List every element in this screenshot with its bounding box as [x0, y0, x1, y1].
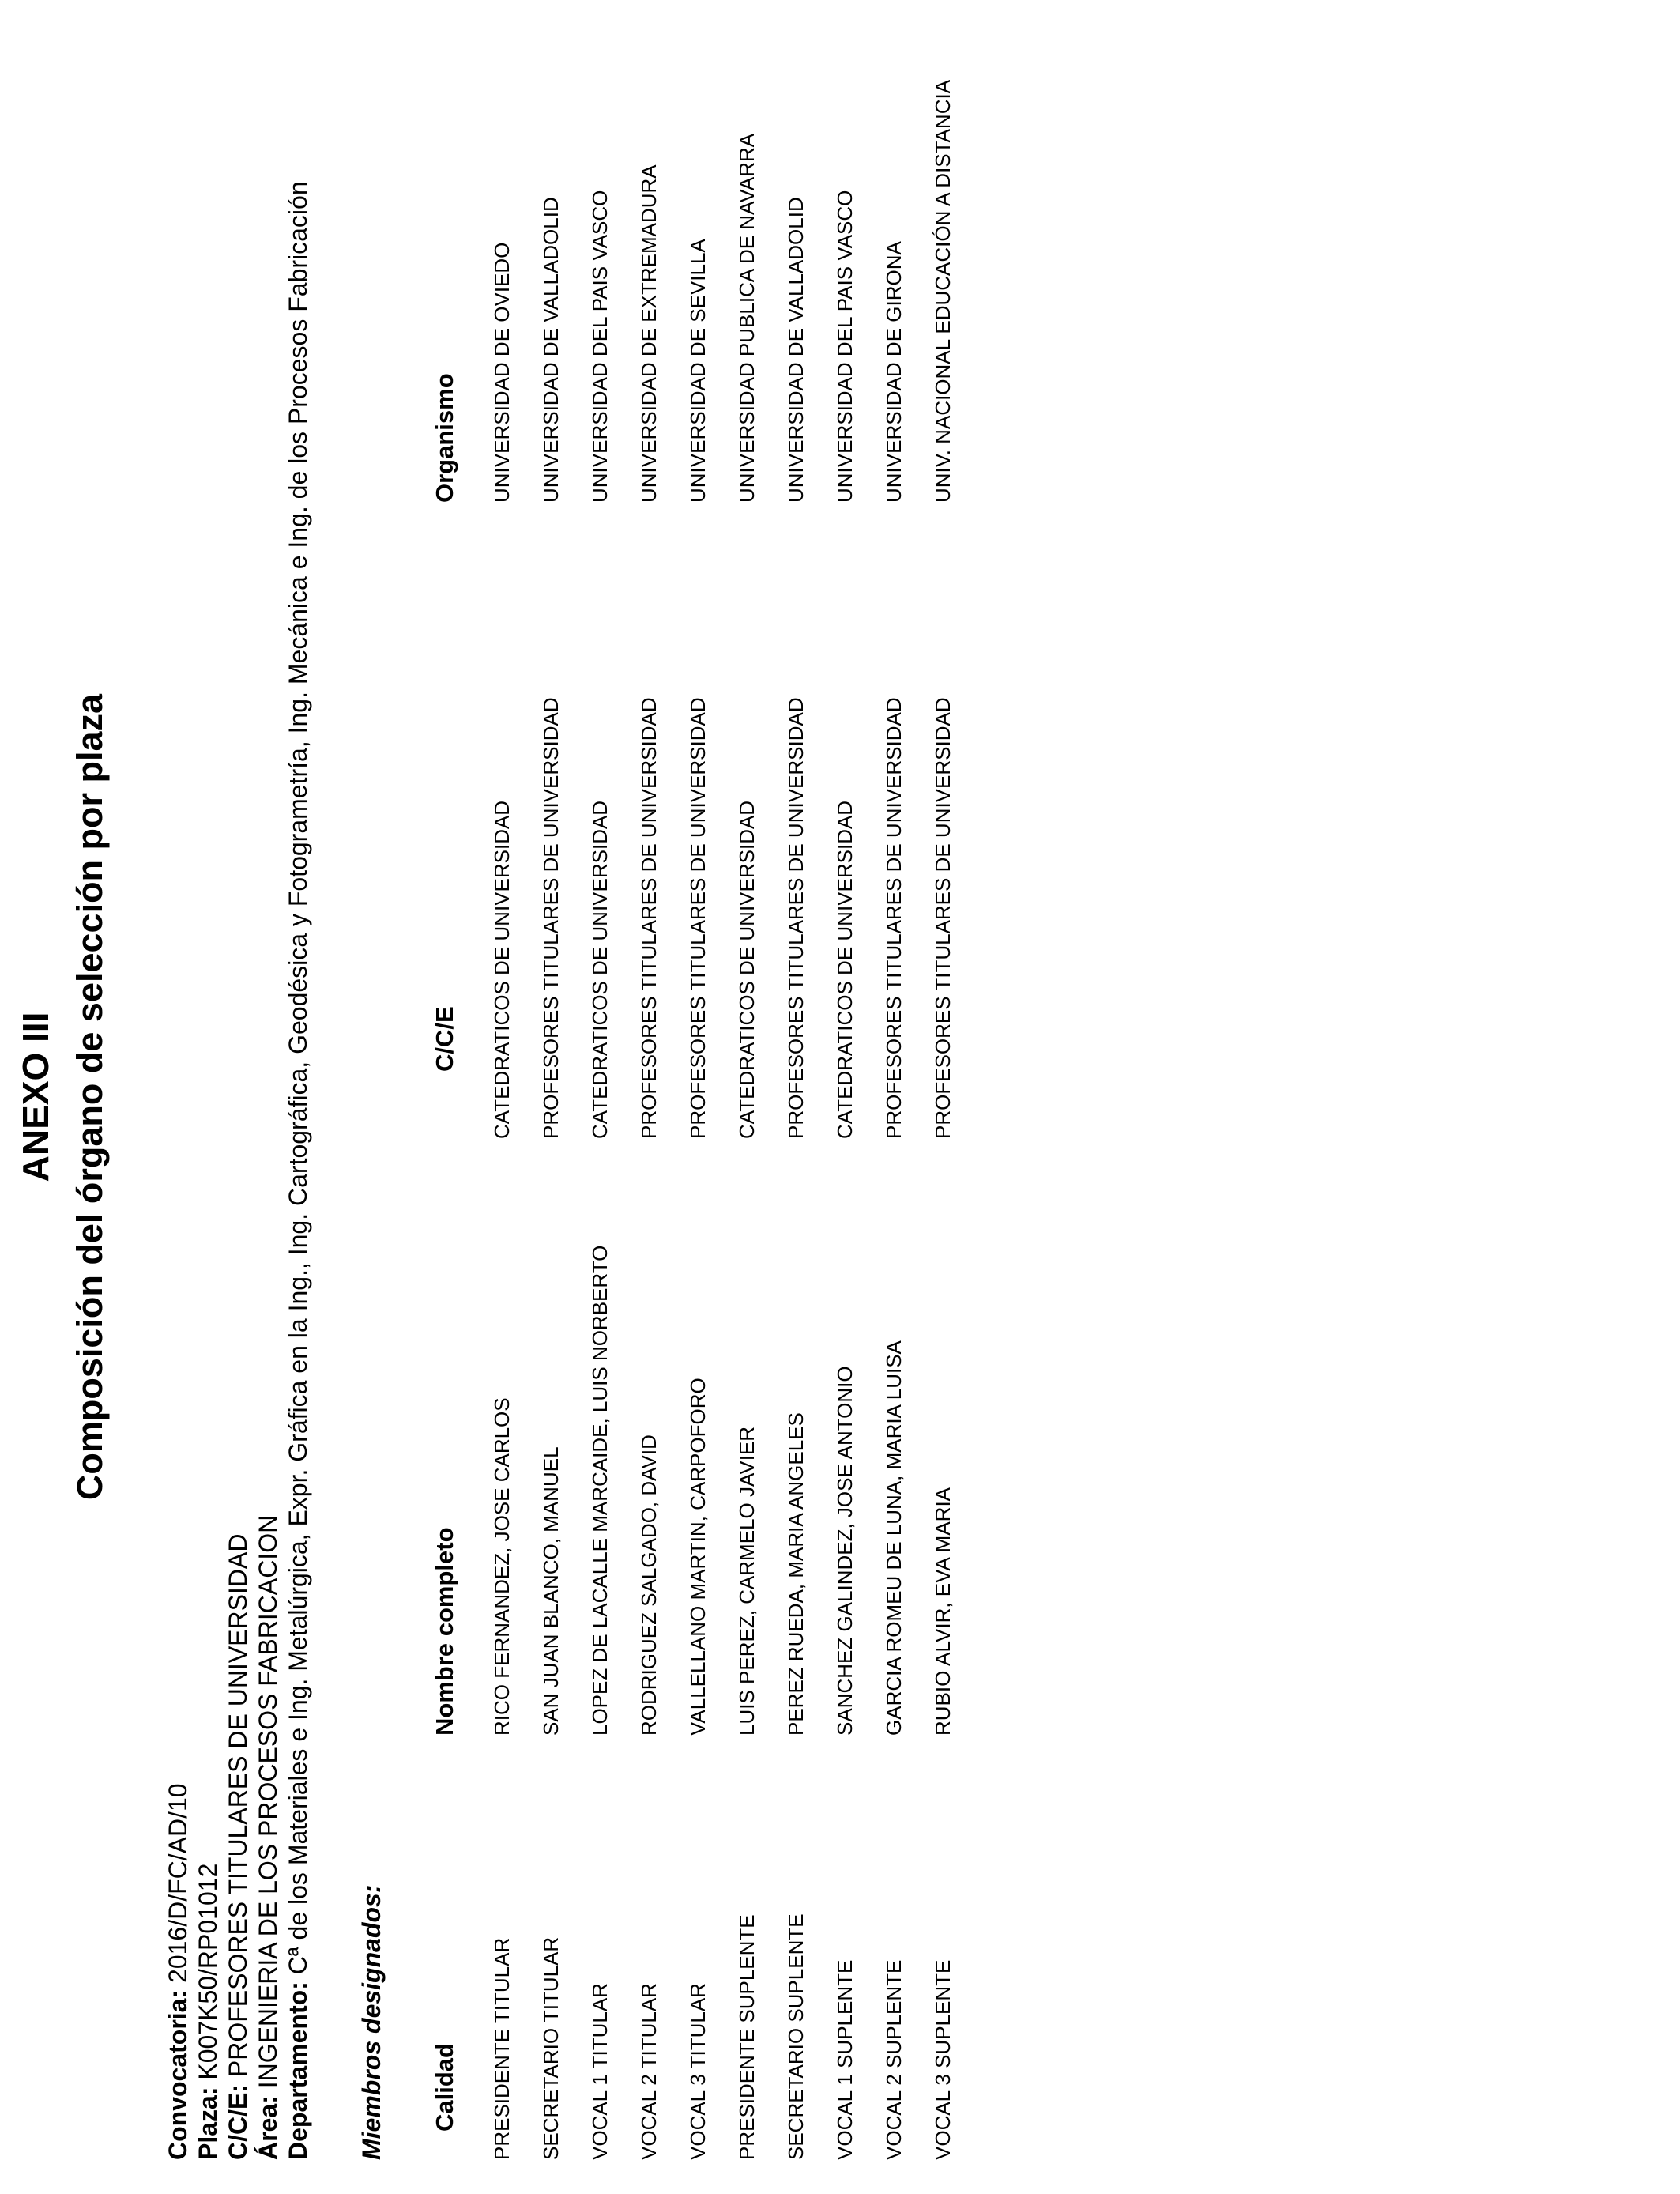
info-value: Cª de los Materiales e Ing. Metalúrgica, Expr. Gráfica en la Ing., Ing. Cartográfica, Geodésica y Fotogrametría, Ing. Mecánica e Ing. de los Procesos Fabricación	[284, 181, 312, 1982]
info-label: Convocatoria:	[164, 1989, 192, 2160]
table-row	[732, 0, 781, 2194]
info-departamento	[283, 181, 313, 2160]
cell-calidad: PRESIDENTE SUPLENTE	[735, 1914, 759, 2160]
cell-organismo: UNIVERSIDAD PUBLICA DE NAVARRA	[735, 133, 759, 503]
info-area	[253, 181, 283, 2160]
cell-calidad: VOCAL 1 TITULAR	[588, 1983, 612, 2160]
cell-nombre: LOPEZ DE LACALLE MARCAIDE, LUIS NORBERTO	[588, 1245, 612, 1736]
table-row	[536, 0, 585, 2194]
cell-calidad: VOCAL 2 TITULAR	[637, 1983, 661, 2160]
cell-nombre: SAN JUAN BLANCO, MANUEL	[539, 1446, 563, 1736]
cell-cce: CATEDRATICOS DE UNIVERSIDAD	[588, 800, 612, 1139]
info-cce	[223, 181, 253, 2160]
cell-cce: CATEDRATICOS DE UNIVERSIDAD	[833, 800, 857, 1139]
cell-calidad: VOCAL 2 SUPLENTE	[882, 1959, 906, 2160]
column-header-organismo: Organismo	[431, 373, 458, 503]
column-header-cce: C/C/E	[431, 1006, 458, 1072]
column-header-nombre: Nombre completo	[431, 1527, 458, 1736]
cell-nombre: RODRIGUEZ SALGADO, DAVID	[637, 1434, 661, 1736]
cell-calidad: VOCAL 3 TITULAR	[686, 1983, 710, 2160]
cell-calidad: SECRETARIO TITULAR	[539, 1936, 563, 2160]
cell-nombre: SANCHEZ GALINDEZ, JOSE ANTONIO	[833, 1366, 857, 1736]
cell-calidad: PRESIDENTE TITULAR	[490, 1937, 514, 2160]
info-value: INGENIERIA DE LOS PROCESOS FABRICACION	[254, 1514, 282, 2096]
info-label: Área:	[254, 2095, 282, 2160]
cell-organismo: UNIVERSIDAD DE EXTREMADURA	[637, 164, 661, 503]
info-convocatoria	[163, 181, 193, 2160]
cell-organismo: UNIVERSIDAD DE SEVILLA	[686, 239, 710, 503]
info-value: PROFESORES TITULARES DE UNIVERSIDAD	[224, 1533, 252, 2084]
cell-organismo: UNIVERSIDAD DEL PAIS VASCO	[833, 190, 857, 503]
cell-calidad: SECRETARIO SUPLENTE	[784, 1913, 808, 2160]
cell-cce: CATEDRATICOS DE UNIVERSIDAD	[735, 800, 759, 1139]
cell-organismo: UNIVERSIDAD DE VALLADOLID	[784, 197, 808, 503]
info-value: 2016/D/FC/AD/10	[164, 1783, 192, 1990]
cell-organismo: UNIVERSIDAD DE OVIEDO	[490, 242, 514, 503]
info-label: Departamento:	[284, 1981, 312, 2160]
table-row	[879, 0, 928, 2194]
info-value: K007K50/RP01012	[194, 1863, 222, 2087]
cell-organismo: UNIVERSIDAD DEL PAIS VASCO	[588, 190, 612, 503]
cell-cce: PROFESORES TITULARES DE UNIVERSIDAD	[784, 697, 808, 1139]
table-row	[830, 0, 879, 2194]
cell-nombre: VALLELLANO MARTIN, CARPOFORO	[686, 1378, 710, 1736]
cell-cce: PROFESORES TITULARES DE UNIVERSIDAD	[882, 697, 906, 1139]
table-row	[585, 0, 634, 2194]
table-row	[928, 0, 977, 2194]
cell-nombre: GARCIA ROMEU DE LUNA, MARIA LUISA	[882, 1340, 906, 1736]
column-header-calidad: Calidad	[431, 2043, 458, 2132]
table-row	[634, 0, 683, 2194]
cell-calidad: VOCAL 3 SUPLENTE	[931, 1959, 955, 2160]
cell-nombre: PEREZ RUEDA, MARIA ANGELES	[784, 1412, 808, 1736]
document-title: ANEXO III	[15, 1012, 56, 1182]
document-subtitle: Composición del órgano de selección por plaza	[70, 693, 110, 1501]
table-row	[487, 0, 536, 2194]
members-table-body	[487, 0, 977, 2194]
cell-organismo: UNIVERSIDAD DE VALLADOLID	[539, 197, 563, 503]
plaza-info-block	[163, 181, 313, 2160]
cell-cce: CATEDRATICOS DE UNIVERSIDAD	[490, 800, 514, 1139]
cell-cce: PROFESORES TITULARES DE UNIVERSIDAD	[637, 697, 661, 1139]
cell-calidad: VOCAL 1 SUPLENTE	[833, 1959, 857, 2160]
cell-nombre: RUBIO ALVIR, EVA MARIA	[931, 1487, 955, 1736]
cell-cce: PROFESORES TITULARES DE UNIVERSIDAD	[686, 697, 710, 1139]
cell-cce: PROFESORES TITULARES DE UNIVERSIDAD	[539, 697, 563, 1139]
cell-cce: PROFESORES TITULARES DE UNIVERSIDAD	[931, 697, 955, 1139]
cell-organismo: UNIVERSIDAD DE GIRONA	[882, 241, 906, 503]
info-label: C/C/E:	[224, 2084, 252, 2160]
cell-nombre: RICO FERNANDEZ, JOSE CARLOS	[490, 1397, 514, 1736]
members-heading: Miembros designados:	[357, 1884, 386, 2160]
table-row	[683, 0, 732, 2194]
cell-nombre: LUIS PEREZ, CARMELO JAVIER	[735, 1426, 759, 1736]
info-plaza	[193, 181, 223, 2160]
table-row	[781, 0, 830, 2194]
cell-organismo: UNIV. NACIONAL EDUCACIÓN A DISTANCIA	[931, 79, 955, 503]
info-label: Plaza:	[194, 2087, 222, 2160]
